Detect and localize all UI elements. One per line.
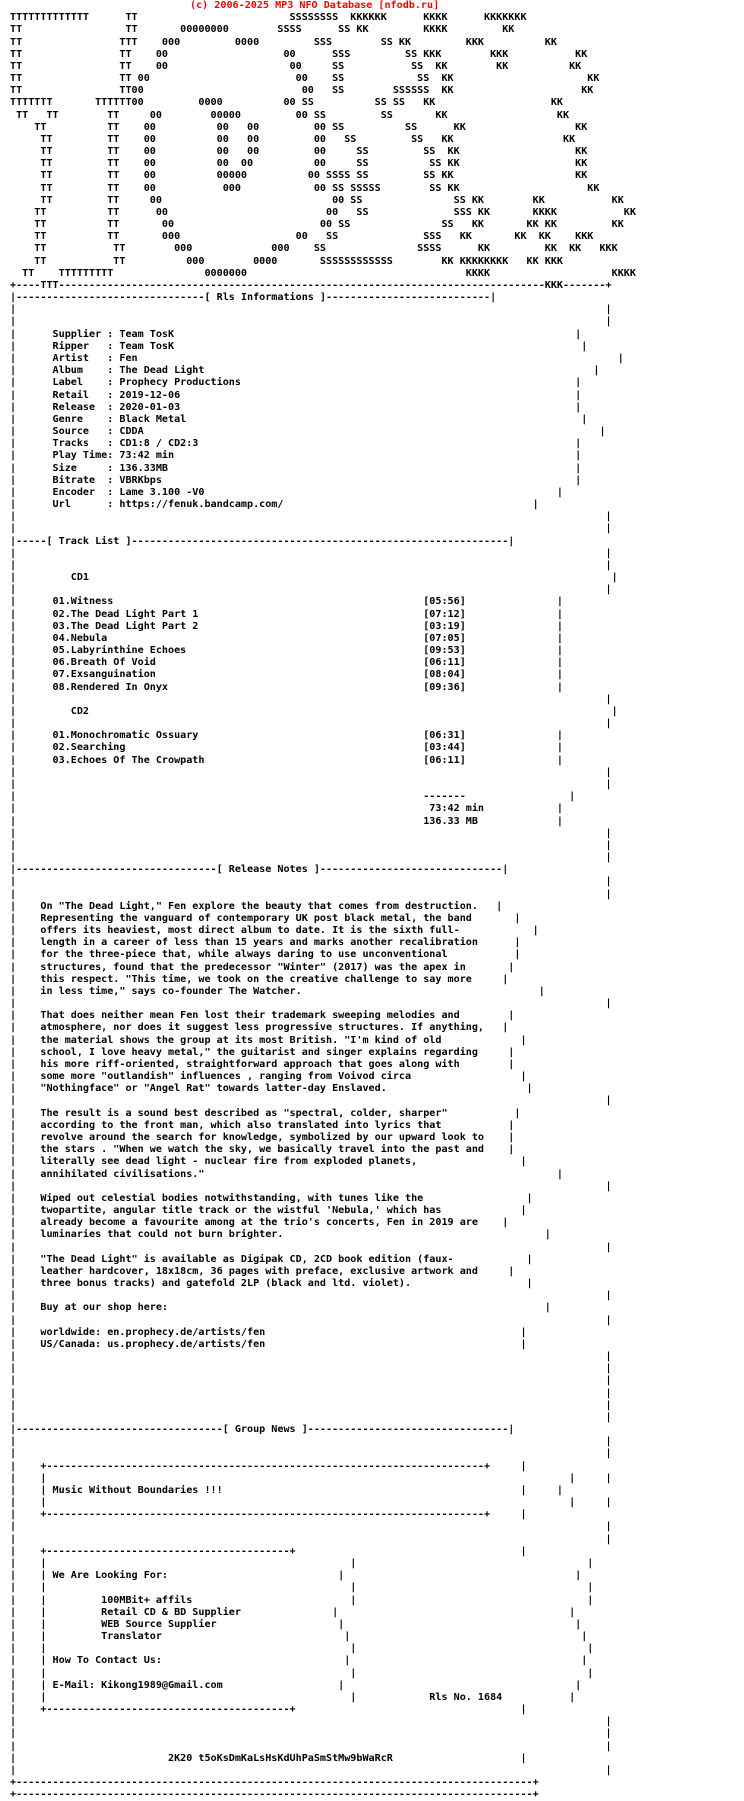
nfo-line: | +----------------------------------------+ | xyxy=(10,1545,527,1557)
nfo-line: | Album : The Dead Light | xyxy=(10,365,600,377)
nfo-line: | 02.Searching [03:44] | xyxy=(10,742,564,754)
nfo-line: | | xyxy=(10,1241,612,1253)
nfo-line: | Play Time: 73:42 min | xyxy=(10,450,582,462)
nfo-line: TT TT 00 00 00 00 SS SS KK KK xyxy=(10,146,588,158)
nfo-line: | | xyxy=(10,1314,612,1326)
nfo-line: | Tracks : CD1:8 / CD2:3 | xyxy=(10,438,582,450)
nfo-line: | 03.Echoes Of The Crowpath [06:11] | xyxy=(10,754,564,766)
nfo-line: | Genre : Black Metal | xyxy=(10,413,588,425)
nfo-line: | Size : 136.33MB | xyxy=(10,462,582,474)
nfo-line: | 02.The Dead Light Part 1 [07:12] | xyxy=(10,608,564,620)
nfo-line: | | xyxy=(10,888,612,900)
nfo-body xyxy=(10,12,744,1801)
nfo-line: TT TT 00 00 SS SSS KK KKKK KK xyxy=(10,206,636,218)
nfo-line: | | xyxy=(10,1351,612,1363)
nfo-line: | | How To Contact Us: | | xyxy=(10,1655,588,1667)
nfo-line: TT TT 00 00 00 00 SS SS KK KK xyxy=(10,133,576,145)
nfo-line: |-----[ Track List ]--------------------------------------------------------------| xyxy=(10,535,515,547)
nfo-line: | Ripper : Team TosK | xyxy=(10,340,588,352)
nfo-line: | | xyxy=(10,827,612,839)
nfo-line: | Wiped out celestial bodies notwithstanding, with tunes like the | xyxy=(10,1192,533,1204)
nfo-line: TT TT TT 00 00000 00 SS SS KK KK xyxy=(10,109,570,121)
nfo-line: | 2K20 t5oKsDmKaLsHsKdUhPaSmStMw9bWaRcR | xyxy=(10,1752,527,1764)
nfo-line: | | WEB Source Supplier | | xyxy=(10,1618,582,1630)
nfo-line: | | xyxy=(10,1448,612,1460)
nfo-line: | | | | xyxy=(10,1497,612,1509)
nfo-line: | | | | xyxy=(10,1558,594,1569)
nfo-line: | the material shows the group at its most British. "I'm kind of old | xyxy=(10,1034,527,1046)
nfo-line: | literally see dead light - nuclear fire from exploded planets, | xyxy=(10,1156,527,1168)
nfo-line: | | | Rls No. 1684 | xyxy=(10,1691,576,1703)
nfo-line: | offers its heaviest, most direct album to date. It is the sixth full- | xyxy=(10,925,539,937)
nfo-line: | Artist : Fen | xyxy=(10,352,624,364)
nfo-line: | 136.33 MB | xyxy=(10,815,564,827)
nfo-line: | | xyxy=(10,1363,612,1375)
nfo-line: | +------------------------------------------------------------------------+ | xyxy=(10,1509,527,1521)
nfo-line: | some more "outlandish" influences , ranging from Voivod circa | xyxy=(10,1071,527,1083)
nfo-line: | | xyxy=(10,1387,612,1399)
nfo-line: | | xyxy=(10,1399,612,1411)
nfo-line: | | Music Without Boundaries !!! | | xyxy=(10,1484,564,1496)
nfo-line: | ------- | xyxy=(10,791,576,803)
nfo-line: TT TT 00 00 SS SS KK KK KK xyxy=(10,60,582,72)
nfo-line: | +----------------------------------------+ | xyxy=(10,1704,527,1716)
nfo-line: | | We Are Looking For: | | xyxy=(10,1570,582,1582)
nfo-line: | 08.Rendered In Onyx [09:36] | xyxy=(10,681,564,693)
nfo-line: | | xyxy=(10,998,612,1010)
nfo-line: |-------------------------------[ Rls Informations ]---------------------------| xyxy=(10,292,497,304)
nfo-line: | | xyxy=(10,839,612,851)
nfo-line: TT TT 00 00 00 00 SS SS KK KK xyxy=(10,121,588,133)
nfo-line: | 04.Nebula [07:05] | xyxy=(10,632,564,644)
nfo-line: | Retail : 2019-12-06 | xyxy=(10,389,582,401)
nfo-line: | luminaries that could not burn brighter. | xyxy=(10,1229,551,1241)
nfo-line: | | xyxy=(10,511,612,523)
nfo-line: | | xyxy=(10,1375,612,1387)
copyright-notice: (c) 2006-2025 MP3 NFO Database [nfodb.ru] xyxy=(190,0,440,11)
nfo-line: | structures, found that the predecessor "Winter" (2017) was the apex in | xyxy=(10,961,515,973)
nfo-line: | Supplier : Team TosK | xyxy=(10,328,582,340)
nfo-line: | | xyxy=(10,559,612,571)
nfo-line: | leather hardcover, 18x18cm, 36 pages with preface, exclusive artwork and | xyxy=(10,1265,515,1277)
nfo-line: +----TTT--------------------------------------------------------------------------------KKK-------+ xyxy=(10,279,612,291)
nfo-line: | Buy at our shop here: | xyxy=(10,1302,551,1314)
nfo-line[interactable]: | | E-Mail: Kikong1989@Gmail.com | | xyxy=(10,1679,582,1691)
nfo-line: | 01.Monochromatic Ossuary [06:31] | xyxy=(10,730,564,742)
nfo-line: | | Translator | | xyxy=(10,1631,588,1643)
nfo-line: | "Nothingface" or "Angel Rat" towards latter-day Enslaved. | xyxy=(10,1083,533,1095)
nfo-line: | in less time," says co-founder The Watcher. | xyxy=(10,985,545,997)
nfo-line: TT TT 000 0000 SSSSSSSSSSSS KK KKKKKKKK KK KKK xyxy=(10,255,564,267)
nfo-line: | On "The Dead Light," Fen explore the beauty that comes from destruction. | xyxy=(10,900,503,912)
nfo-line: TT TT 00 00 SSS SS KKK KKK KK xyxy=(10,48,588,60)
nfo-line: | Encoder : Lame 3.100 -V0 | xyxy=(10,486,564,498)
nfo-line: | | xyxy=(10,584,612,596)
nfo-line: TT TT00 00 SS SSSSSS KK KK xyxy=(10,85,594,97)
nfo-line: | Label : Prophecy Productions | xyxy=(10,377,582,389)
nfo-line: TT TTT 000 0000 SSS SS KK KKK KK xyxy=(10,36,557,48)
nfo-line: TT TT 00 00 SS SS KK KK xyxy=(10,73,600,85)
nfo-line: | Release : 2020-01-03 | xyxy=(10,401,582,413)
nfo-line: | 03.The Dead Light Part 2 [03:19] | xyxy=(10,620,564,632)
nfo-line: TT TTTTTTTTT 0000000 KKKK KKKK xyxy=(10,267,636,279)
nfo-line[interactable]: | worldwide: en.prophecy.de/artists/fen | xyxy=(10,1326,527,1338)
nfo-line: TTTTTTT TTTTTT00 0000 00 SS SS SS KK KK xyxy=(10,97,564,109)
nfo-line: |---------------------------------[ Release Notes ]------------------------------| xyxy=(10,864,509,876)
nfo-line: | according to the front man, which also translated into lyrics that | xyxy=(10,1119,515,1131)
nfo-line: | That does neither mean Fen lost their trademark sweeping melodies and | xyxy=(10,1010,515,1022)
nfo-line: | length in a career of less than 15 years and marks another recalibration | xyxy=(10,937,521,949)
nfo-line: | | | | xyxy=(10,1472,612,1484)
nfo-line: +-------------------------------------------------------------------------------------+ xyxy=(10,1789,539,1801)
nfo-line: | twopartite, angular title track or the wistful 'Nebula,' which has | xyxy=(10,1205,527,1217)
nfo-line: | | xyxy=(10,1180,612,1192)
nfo-line: | | xyxy=(10,1716,612,1728)
nfo-line: |----------------------------------[ Group News ]---------------------------------| xyxy=(10,1424,515,1436)
nfo-line: | school, I love heavy metal," the guitarist and singer explains regarding | xyxy=(10,1046,515,1058)
nfo-line: | Bitrate : VBRKbps | xyxy=(10,474,582,486)
nfo-line: | | xyxy=(10,1095,612,1107)
nfo-line: | | xyxy=(10,1764,612,1776)
nfo-line: | CD2 | xyxy=(10,705,618,717)
nfo-line: | | xyxy=(10,316,612,328)
nfo-line: | atmosphere, nor does it suggest less progressive structures. If anything, | xyxy=(10,1022,509,1034)
nfo-line: | +------------------------------------------------------------------------+ | xyxy=(10,1460,527,1472)
nfo-line: | | xyxy=(10,1533,612,1545)
nfo-line: | annihilated civilisations." | xyxy=(10,1168,564,1180)
nfo-line[interactable]: | US/Canada: us.prophecy.de/artists/fen | xyxy=(10,1338,527,1350)
nfo-line: TT TT 00 00 SS SS KK KK KK KK xyxy=(10,219,624,231)
nfo-line: | | xyxy=(10,1290,612,1302)
nfo-line: | "The Dead Light" is available as Digipak CD, 2CD book edition (faux- | xyxy=(10,1253,533,1265)
nfo-line: | | xyxy=(10,1740,612,1752)
nfo-line: | | xyxy=(10,547,612,559)
nfo-line: | | xyxy=(10,523,612,535)
nfo-line: | 06.Breath Of Void [06:11] | xyxy=(10,657,564,669)
nfo-line: | already become a favourite among at the trio's concerts, Fen in 2019 are | xyxy=(10,1217,509,1229)
nfo-line: | 07.Exsanguination [08:04] | xyxy=(10,669,564,681)
nfo-line: | | 100MBit+ affils | | xyxy=(10,1594,594,1606)
nfo-line: TT TT 00 00 SS SS KK KK KK xyxy=(10,194,624,206)
nfo-line: | | | | xyxy=(10,1643,594,1655)
nfo-line: | | xyxy=(10,766,612,778)
nfo-line: | this respect. "This time, we took on the creative challenge to say more | xyxy=(10,973,509,985)
nfo-line: | | xyxy=(10,304,612,316)
nfo-line: TT TT 00 00 00 00 SS SS KK KK xyxy=(10,158,588,170)
nfo-line: | The result is a sound best described as "spectral, colder, sharper" | xyxy=(10,1107,521,1119)
nfo-line: | | xyxy=(10,1436,612,1448)
nfo-line: | | | | xyxy=(10,1667,594,1679)
nfo-line: | Source : CDDA | xyxy=(10,426,606,438)
nfo-line: | CD1 | xyxy=(10,572,618,584)
nfo-line: +-------------------------------------------------------------------------------------+ xyxy=(10,1777,539,1789)
nfo-line: | Representing the vanguard of contemporary UK post black metal, the band | xyxy=(10,912,521,924)
nfo-line: | | xyxy=(10,852,612,864)
nfo-line: TT TT 00000000 SSSS SS KK KKKK KK xyxy=(10,24,515,36)
nfo-line: TT TT 00 00000 00 SSSS SS SS KK KK xyxy=(10,170,588,182)
nfo-line: | | xyxy=(10,693,612,705)
nfo-line: | | xyxy=(10,1728,612,1740)
nfo-line: | 05.Labyrinthine Echoes [09:53] | xyxy=(10,645,564,657)
nfo-line: | his more riff-oriented, straightforward approach that goes along with | xyxy=(10,1058,515,1070)
nfo-line[interactable]: | Url : https://fenuk.bandcamp.com/ | xyxy=(10,499,539,511)
nfo-line: TT TT 00 000 00 SS SSSSS SS KK KK xyxy=(10,182,600,194)
nfo-line: | | xyxy=(10,876,612,888)
nfo-line: TTTTTTTTTTTTT TT SSSSSSSS KKKKKK KKKK KKKKKKK xyxy=(10,12,527,24)
nfo-line: TT TT 000 000 SS SSSS KK KK KK KKK xyxy=(10,243,618,255)
nfo-line: | | xyxy=(10,718,612,730)
nfo-line: | | xyxy=(10,779,612,790)
nfo-line: | the stars . "When we watch the sky, we basically travel into the past and | xyxy=(10,1144,515,1156)
nfo-line: | for the three-piece that, while always daring to use unconventional | xyxy=(10,949,521,961)
nfo-line: | 73:42 min | xyxy=(10,803,564,815)
nfo-line: | 01.Witness [05:56] | xyxy=(10,596,564,608)
nfo-line: | | xyxy=(10,1411,612,1423)
nfo-line: | | Retail CD & BD Supplier | | xyxy=(10,1606,576,1618)
nfo-line: | three bonus tracks) and gatefold 2LP (black and ltd. violet). | xyxy=(10,1278,533,1290)
nfo-line: | | | | xyxy=(10,1582,594,1594)
nfo-line: TT TT 000 00 SS SSS KK KK KK KKK xyxy=(10,231,594,243)
nfo-line: | | xyxy=(10,1521,612,1533)
nfo-line: | revolve around the search for knowledge, symbolized by our upward look to | xyxy=(10,1131,515,1143)
